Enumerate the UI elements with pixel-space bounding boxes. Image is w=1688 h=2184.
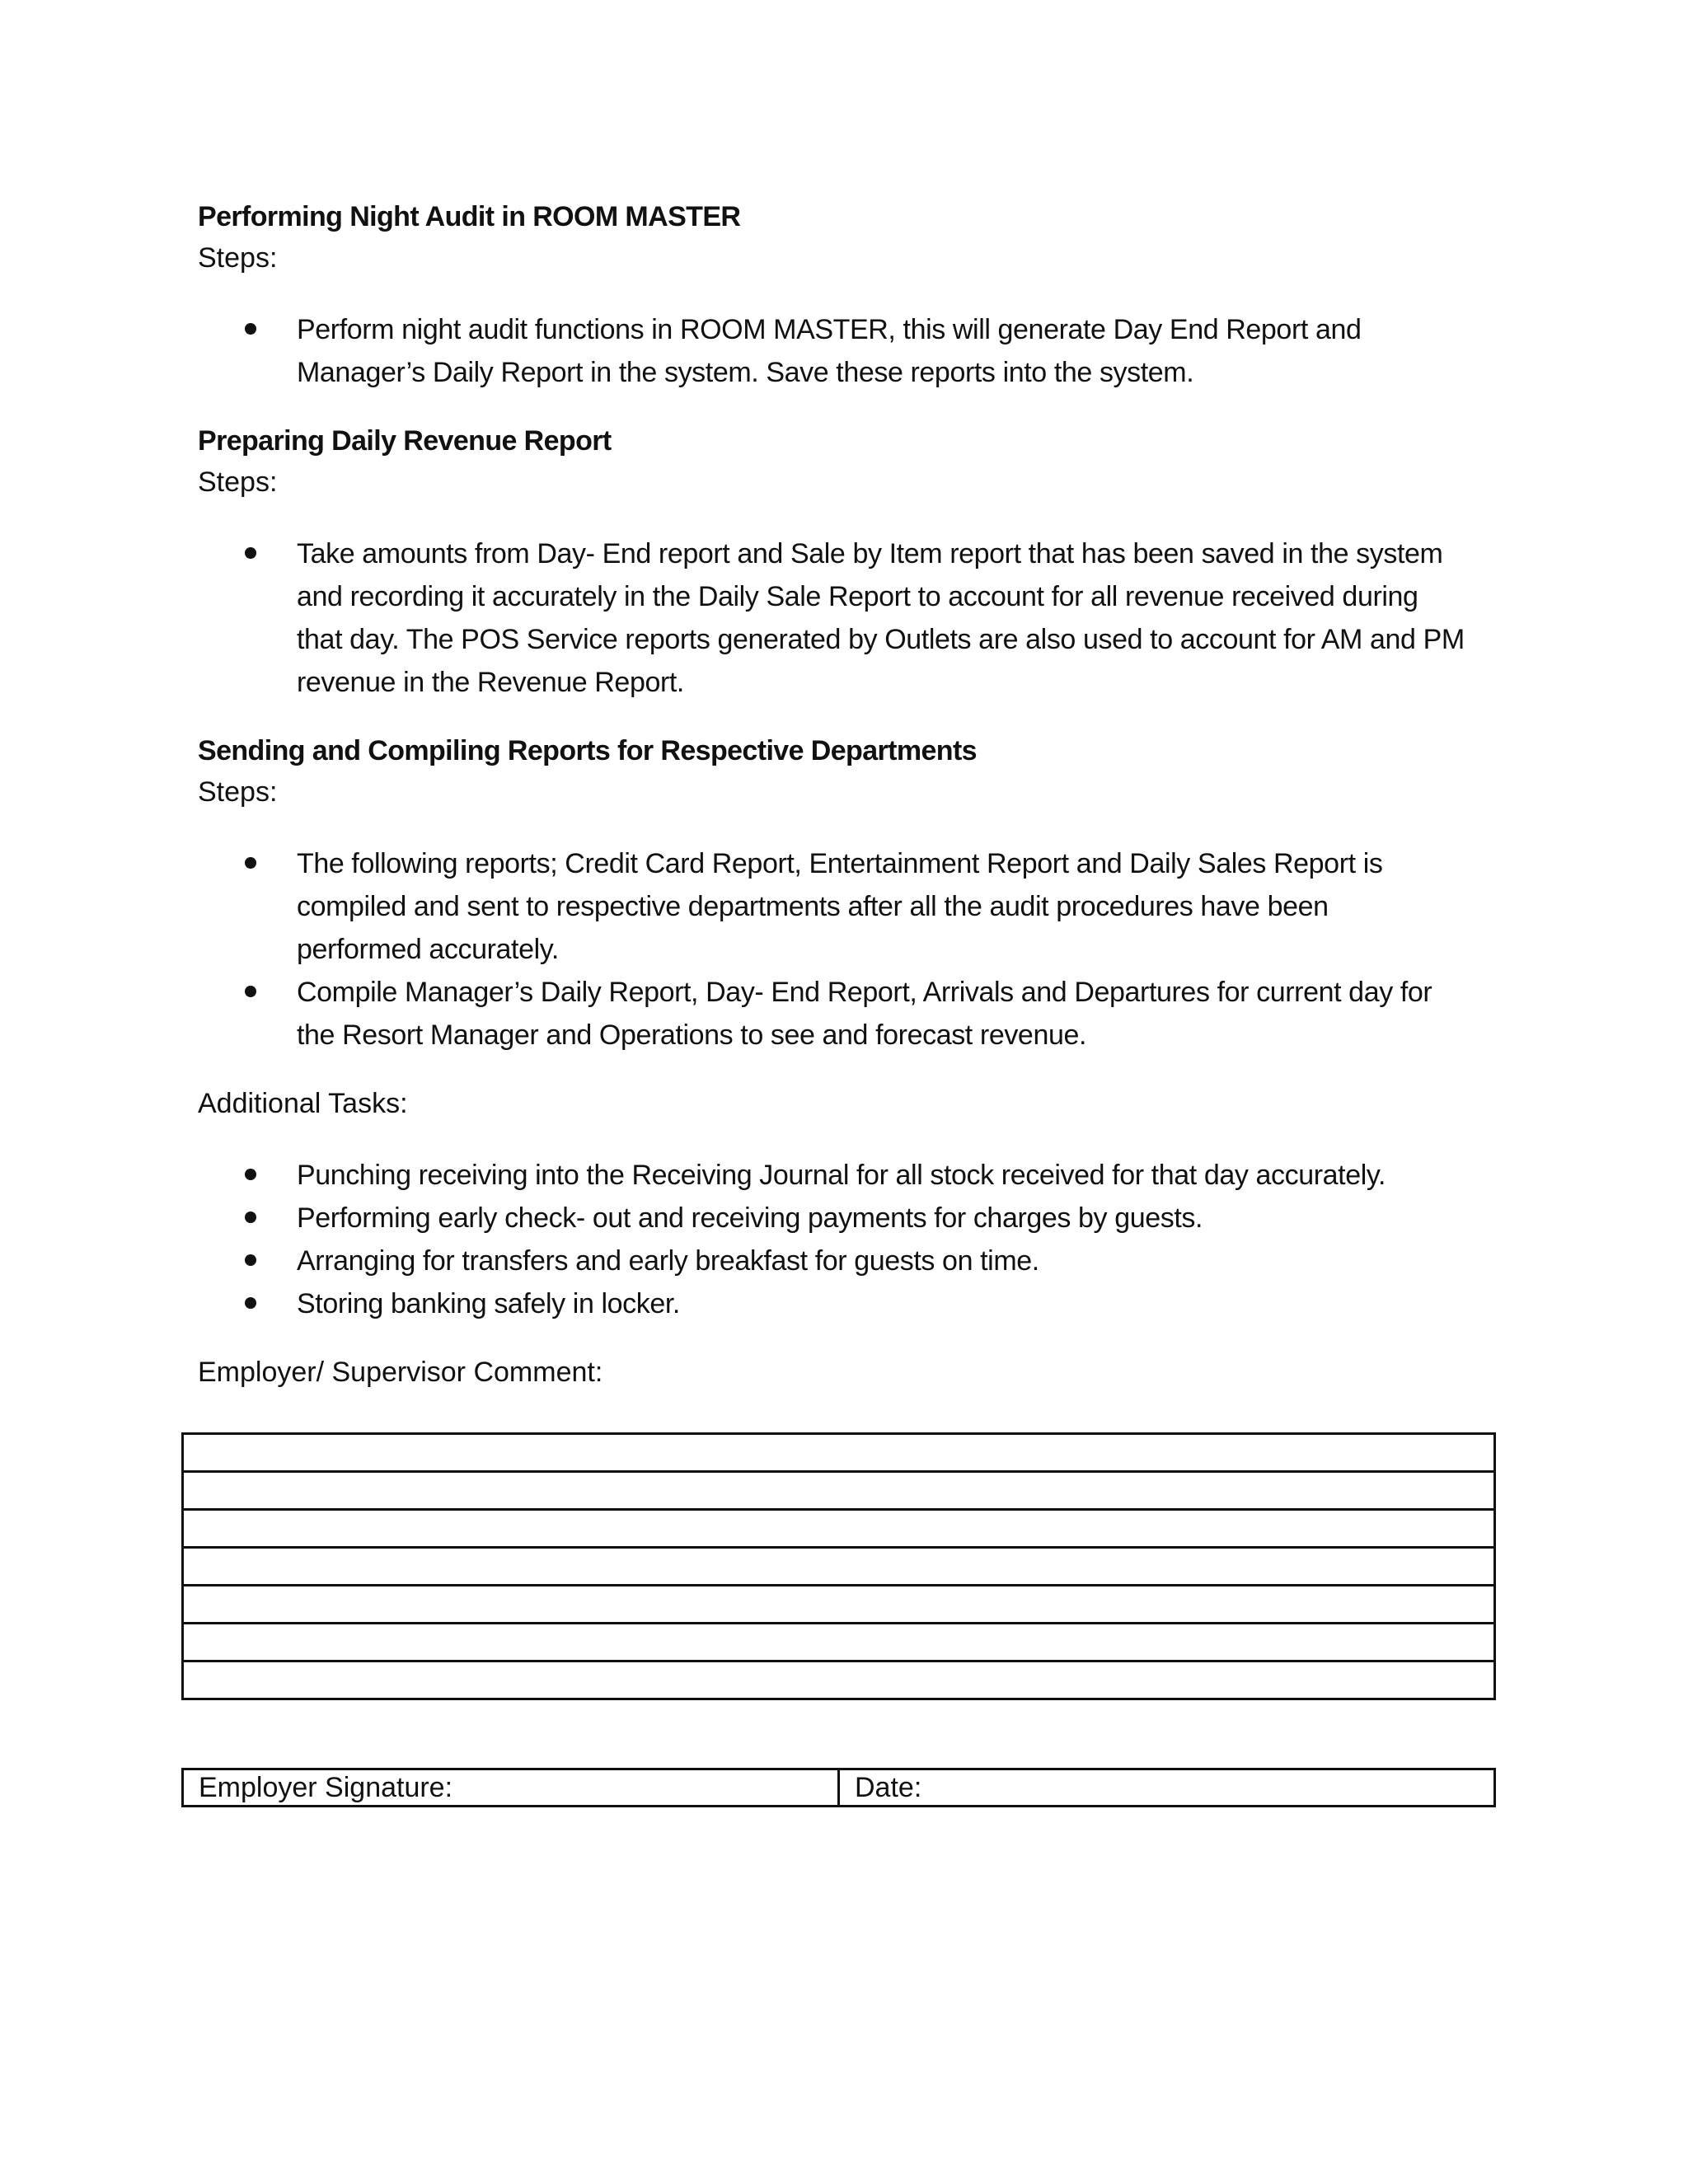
section-heading-sending-reports: Sending and Compiling Reports for Respective Departments <box>198 735 977 766</box>
list-item: Perform night audit functions in ROOM MASTER, this will generate Day End Report and Manager’s Daily Report in the system. Save these reports into the system. <box>198 308 1500 394</box>
bullet-icon <box>245 857 256 869</box>
comment-label: Employer/ Supervisor Comment: <box>198 1357 603 1388</box>
additional-tasks-label: Additional Tasks: <box>198 1088 408 1119</box>
bullet-icon <box>245 1254 256 1266</box>
comment-line[interactable] <box>183 1624 1495 1661</box>
comment-line[interactable] <box>183 1510 1495 1548</box>
document-body <box>198 196 1500 1393</box>
comment-table <box>181 1432 1496 1700</box>
bullet-icon <box>245 323 256 335</box>
comment-line[interactable] <box>183 1586 1495 1624</box>
bullet-icon <box>245 986 256 997</box>
bullet-icon <box>245 1297 256 1309</box>
comment-line[interactable] <box>183 1472 1495 1510</box>
comment-line[interactable] <box>183 1548 1495 1586</box>
steps-label: Steps: <box>198 466 278 498</box>
date-field[interactable] <box>839 1769 1495 1807</box>
comment-line[interactable] <box>183 1661 1495 1699</box>
list-item: Performing early check- out and receiving payments for charges by guests. <box>198 1197 1500 1240</box>
comment-line[interactable] <box>183 1434 1495 1472</box>
list-item: Compile Manager’s Daily Report, Day- End Report, Arrivals and Departures for current day for the Resort Manager and Operations to see and forecast revenue. <box>198 971 1500 1057</box>
list-item: Punching receiving into the Receiving Journal for all stock received for that day accurately. <box>198 1154 1500 1197</box>
list-item: Arranging for transfers and early breakfast for guests on time. <box>198 1240 1500 1282</box>
night-audit-steps-list <box>198 308 1500 394</box>
bullet-icon <box>245 547 256 559</box>
section-heading-night-audit: Performing Night Audit in ROOM MASTER <box>198 201 741 232</box>
list-item: The following reports; Credit Card Report, Entertainment Report and Daily Sales Report is compiled and sent to respective departments after all the audit procedures have been performed accurately. <box>198 842 1500 971</box>
steps-label: Steps: <box>198 242 278 274</box>
signature-table <box>181 1768 1496 1807</box>
list-item: Take amounts from Day- End report and Sale by Item report that has been saved in the system and recording it accurately in the Daily Sale Report to account for all revenue received during that day. The POS Service reports generated by Outlets are also used to account for AM and PM revenue in the Revenue Report. <box>198 532 1500 704</box>
revenue-report-steps-list <box>198 532 1500 704</box>
section-heading-revenue-report: Preparing Daily Revenue Report <box>198 425 612 457</box>
list-item: Storing banking safely in locker. <box>198 1282 1500 1325</box>
bullet-icon <box>245 1169 256 1180</box>
employer-signature-field[interactable] <box>183 1769 839 1807</box>
date-label: Date: <box>855 1772 922 1803</box>
sending-reports-steps-list <box>198 842 1500 1057</box>
additional-tasks-list <box>198 1154 1500 1325</box>
steps-label: Steps: <box>198 776 278 808</box>
employer-signature-label: Employer Signature: <box>199 1772 453 1803</box>
bullet-icon <box>245 1212 256 1223</box>
